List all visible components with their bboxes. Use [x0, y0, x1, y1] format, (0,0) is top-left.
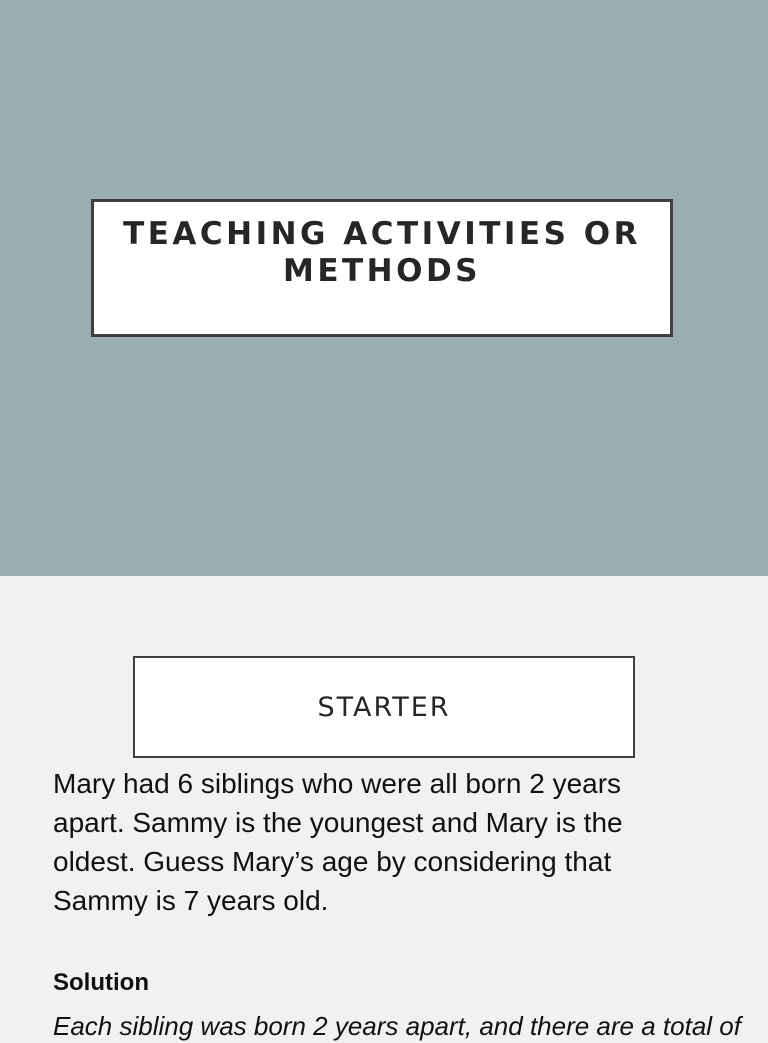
solution-text: Each sibling was born 2 years apart, and there are a total of	[53, 1011, 741, 1041]
slide-title: TEACHING ACTIVITIES OR METHODS	[123, 216, 641, 289]
title-box	[91, 199, 673, 337]
content-slide	[0, 576, 768, 1041]
solution-heading: Solution	[53, 969, 149, 996]
problem-paragraph: Mary had 6 siblings who were all born 2 years apart. Sammy is the youngest and Mary is the oldest. Guess Mary’s age by considering that Sammy is 7 years old.	[53, 768, 623, 916]
starter-heading: STARTER	[317, 691, 451, 723]
starter-box	[133, 656, 635, 758]
